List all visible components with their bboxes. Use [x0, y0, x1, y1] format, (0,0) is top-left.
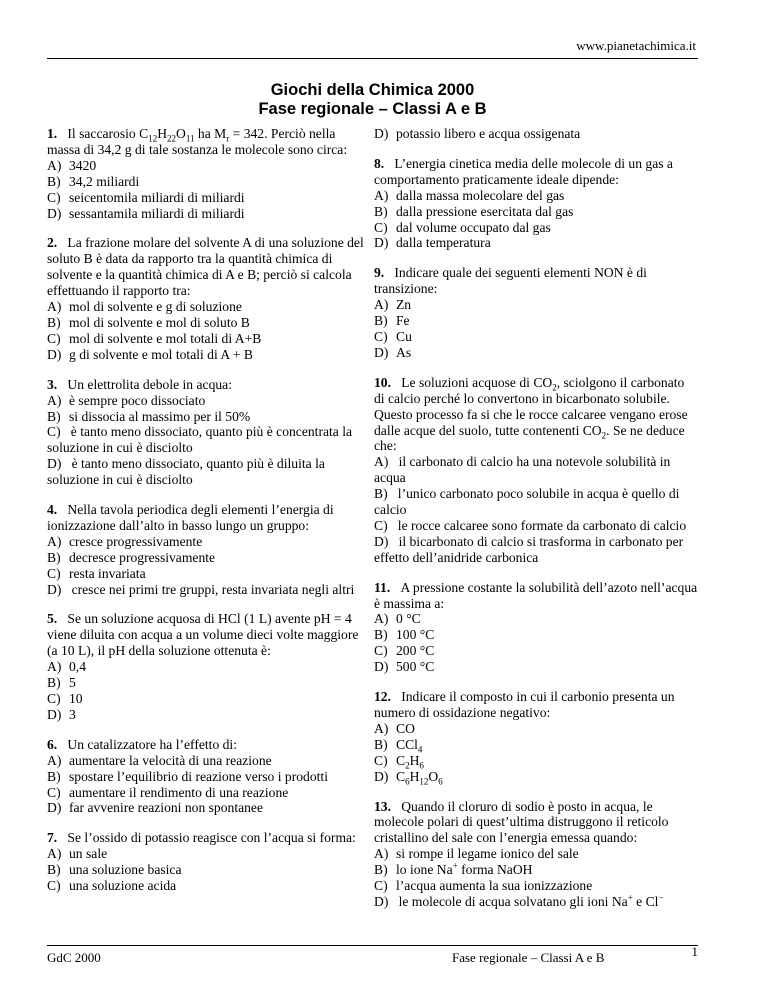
option-d: D) 500 °C	[374, 659, 435, 675]
question-11	[374, 580, 698, 675]
question-stem: 5. Se un soluzione acquosa di HCl (1 L) avente pH = 4 viene diluita con acqua a un volume dieci volte maggiore (a 10 L), il pH della soluzione ottenuta è:	[47, 611, 359, 659]
option-b: B) mol di solvente e mol di soluto B	[47, 314, 250, 330]
option-d: D) è tanto meno dissociato, quanto più è diluita la soluzione in cui è disciolto	[47, 456, 325, 488]
footer-rule	[47, 945, 698, 946]
question-7-continued	[374, 126, 698, 142]
question-9	[374, 265, 698, 360]
question-stem: 11. A pressione costante la solubilità dell’azoto nell’acqua è massima a:	[374, 579, 698, 611]
option-a: A) 0,4	[47, 659, 86, 675]
option-a: A) aumentare la velocità di una reazione	[47, 752, 272, 768]
question-4	[47, 502, 367, 597]
option-b: B) decresce progressivamente	[47, 549, 216, 565]
question-1	[47, 126, 367, 221]
document-title	[47, 81, 698, 119]
option-b: B) Fe	[374, 313, 410, 329]
option-b: B) lo ione Na+ forma NaOH	[374, 860, 533, 878]
question-12	[374, 689, 698, 787]
option-c: C) mol di solvente e mol totali di A+B	[47, 330, 262, 346]
option-d: D) il bicarbonato di calcio si trasforma in carbonato per effetto dell’anidride carbonica	[374, 533, 684, 565]
question-5	[47, 611, 367, 722]
question-stem: 9. Indicare quale dei seguenti elementi NON è di transizione:	[374, 265, 647, 297]
option-d: D) $C_6H_{12}O_6$	[374, 768, 443, 787]
question-7	[47, 830, 367, 894]
option-d: D) g di solvente e mol totali di A + B	[47, 346, 253, 362]
question-stem: 6. Un catalizzatore ha l’effetto di:	[47, 736, 237, 752]
option-b: B) spostare l’equilibrio di reazione verso i prodotti	[47, 768, 328, 784]
question-stem: 8. L’energia cinetica media delle molecole di un gas a comportamento praticamente ideale dipende:	[374, 155, 673, 187]
question-10	[374, 375, 698, 566]
option-d: D) As	[374, 344, 412, 360]
option-d: D) potassio libero e acqua ossigenata	[374, 126, 581, 141]
option-c: C) l’acqua aumenta la sua ionizzazione	[374, 878, 593, 894]
option-d: D) cresce nei primi tre gruppi, resta invariata negli altri	[47, 581, 355, 597]
option-a: A) si rompe il legame ionico del sale	[374, 846, 579, 862]
left-column	[47, 126, 367, 908]
right-column	[374, 126, 698, 924]
option-b: B) 5	[47, 675, 76, 691]
option-c: C) è tanto meno dissociato, quanto più è concentrata la soluzione in cui è disciolto	[47, 424, 353, 456]
header-rule	[47, 58, 698, 59]
option-b: B) dalla pressione esercitata dal gas	[374, 203, 574, 219]
option-a: A) un sale	[47, 846, 108, 862]
option-c: C) aumentare il rendimento di una reazione	[47, 784, 289, 800]
question-stem: 2. La frazione molare del solvente A di una soluzione del soluto B è data da rapporto tra la quantità chimica di solvente e la quantità chimica di A e B; perciò si calcola effettuando il rapporto tra:	[47, 235, 364, 299]
question-stem: 10. Le soluzioni acquose di $CO_2$, sciolgono il carbonato di calcio perché lo convertono in bicarbonato solubile. Questo processo fa si che le rocce calcaree vengano erose dalle acque del suolo, tutte contenenti $CO_2$. Se ne deduce che:	[374, 374, 688, 454]
option-a: A) Zn	[374, 297, 412, 313]
option-d: D) far avvenire reazioni non spontanee	[47, 800, 263, 816]
footer-right: Fase regionale – Classi A e B	[452, 950, 605, 965]
question-2	[47, 235, 367, 362]
option-c: C) dal volume occupato dal gas	[374, 219, 551, 235]
title-line-2: Fase regionale – Classi A e B	[258, 100, 487, 118]
question-stem: 12. Indicare il composto in cui il carbonio presenta un numero di ossidazione negativo:	[374, 689, 675, 720]
option-b: B) 100 °C	[374, 627, 435, 643]
option-d: D) le molecole di acqua solvatano gli ioni Na+ e Cl−	[374, 892, 664, 909]
question-stem: 3. Un elettrolita debole in acqua:	[47, 376, 232, 392]
option-a: A) cresce progressivamente	[47, 533, 203, 549]
option-c: C) resta invariata	[47, 565, 146, 581]
option-c: C) $C_2H_6$	[374, 752, 424, 771]
option-c: C) Cu	[374, 328, 412, 344]
question-6	[47, 737, 367, 817]
option-d: D) 3	[47, 706, 76, 722]
option-a: A) mol di solvente e g di soluzione	[47, 299, 242, 315]
option-c: C) seicentomila miliardi di miliardi	[47, 189, 245, 205]
question-13	[374, 799, 698, 910]
option-c: C) 200 °C	[374, 643, 435, 659]
question-8	[374, 156, 698, 251]
question-stem: 4. Nella tavola periodica degli elementi l’energia di ionizzazione dall’alto in basso lungo un gruppo:	[47, 502, 334, 533]
header-url: www.pianetachimica.it	[576, 38, 696, 53]
option-c: C) una soluzione acida	[47, 878, 177, 894]
option-b: B) l’unico carbonato poco solubile in acqua è quello di calcio	[374, 486, 680, 518]
title-line-1: Giochi della Chimica 2000	[270, 81, 475, 99]
question-3	[47, 377, 367, 488]
option-a: A) dalla massa molecolare del gas	[374, 187, 565, 203]
option-b: B) una soluzione basica	[47, 862, 182, 878]
question-stem: 1. Il saccarosio $C_{12}H_{22}O_{11}$ ha $M_r = 342$. Perciò nella massa di 34,2 g di tale sostanza le molecole sono circa:	[47, 126, 348, 157]
question-stem: 7. Se l’ossido di potassio reagisce con l’acqua si forma:	[47, 830, 356, 846]
page-number: 1	[691, 944, 698, 959]
option-b: B) si dissocia al massimo per il 50%	[47, 408, 251, 424]
option-b: B) CCl$_4$	[374, 736, 423, 755]
option-a: A) CO	[374, 720, 415, 736]
option-d: D) sessantamila miliardi di miliardi	[47, 205, 245, 221]
option-d: D) dalla temperatura	[374, 235, 491, 251]
option-a: A) 0 °C	[374, 611, 421, 627]
option-a: A) il carbonato di calcio ha una notevole solubilità in acqua	[374, 454, 671, 486]
footer-left: GdC 2000	[47, 950, 101, 965]
option-c: C) le rocce calcaree sono formate da carbonato di calcio	[374, 517, 687, 533]
question-stem: 13. Quando il cloruro di sodio è posto in acqua, le molecole polari di quest’ultima distruggono il reticolo cristallino del sale con l’energia emessa quando:	[374, 798, 669, 846]
option-a: A) è sempre poco dissociato	[47, 392, 206, 408]
option-c: C) 10	[47, 691, 83, 706]
option-a: A) 3420	[47, 157, 97, 173]
option-b: B) 34,2 miliardi	[47, 173, 140, 189]
